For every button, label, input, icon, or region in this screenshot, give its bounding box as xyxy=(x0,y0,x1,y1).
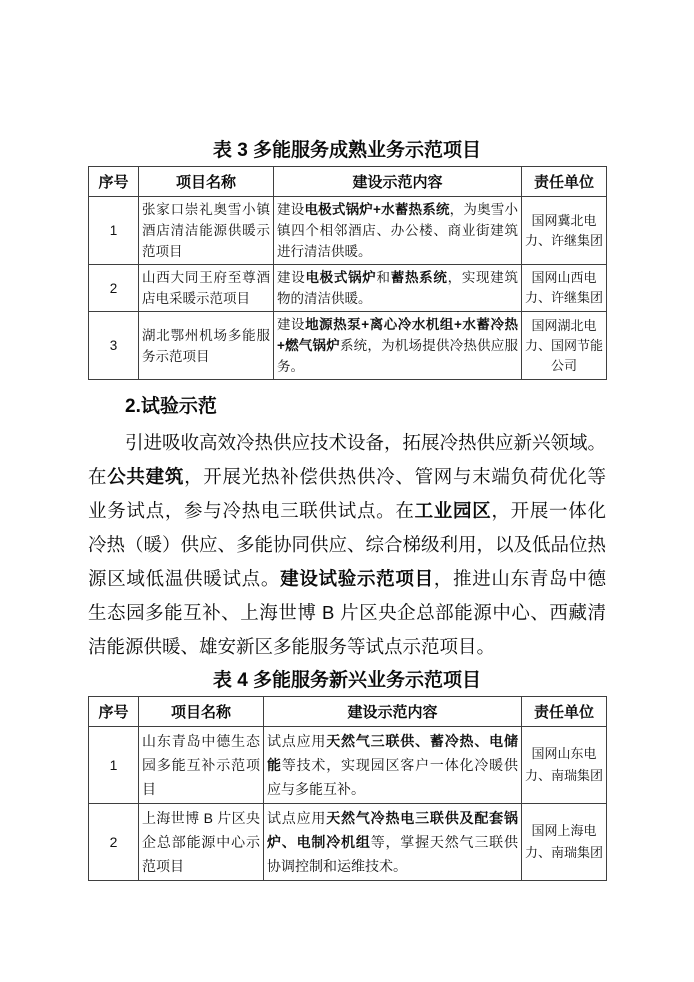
text-segment: 试点应用 xyxy=(267,810,327,826)
cell-row-number: 1 xyxy=(89,197,139,265)
bold-text-segment: 电极式锅炉 xyxy=(305,270,377,285)
cell-row-number: 2 xyxy=(89,804,139,881)
column-header: 项目名称 xyxy=(139,167,274,197)
column-header: 责任单位 xyxy=(522,697,607,727)
cell-project-name: 张家口崇礼奥雪小镇酒店清洁能源供暖示范项目 xyxy=(139,197,274,265)
text-segment: 等技术，实现园区客户一体化冷暖供应与多能互补。 xyxy=(267,757,518,797)
cell-demo-content xyxy=(274,265,522,312)
cell-project-name: 上海世博 B 片区央企总部能源中心示范项目 xyxy=(139,804,264,881)
section-heading: 2.试验示范 xyxy=(125,396,217,417)
table-row xyxy=(89,804,607,881)
bold-text-segment: 地源热泵+离心冷水机组+水蓄冷热+燃气锅炉 xyxy=(277,317,518,353)
cell-row-number: 1 xyxy=(89,727,139,804)
text-segment: 试点应用 xyxy=(267,733,327,749)
cell-responsible-unit: 国网冀北电力、许继集团 xyxy=(522,197,607,265)
table4-body xyxy=(89,727,607,881)
bold-text-segment: 工业园区 xyxy=(414,500,492,521)
text-segment: ，实现建筑物的清洁供暖。 xyxy=(277,270,518,306)
table4-header-row xyxy=(89,697,607,727)
cell-responsible-unit: 国网山东电力、南瑞集团 xyxy=(522,727,607,804)
text-segment: ，为奥雪小镇四个相邻酒店、办公楼、商业街建筑进行清洁供暖。 xyxy=(277,202,519,259)
bold-text-segment: 电极式锅炉+水蓄热系统 xyxy=(304,202,450,217)
text-segment: 等，掌握天然气三联供协调控制和运维技术。 xyxy=(267,834,518,874)
document-page xyxy=(88,138,606,881)
bold-text-segment: 公共建筑 xyxy=(107,466,185,487)
text-segment: ，推进山东青岛中德生态园多能互补、上海世博 B 片区央企总部能源中心、西藏清洁能源供暖、雄安新区多能服务等试点示范项目。 xyxy=(88,568,606,657)
cell-project-name: 山东青岛中德生态园多能互补示范项目 xyxy=(139,727,264,804)
text-segment: ，开展一体化冷热（暖）供应、多能协同供应、综合梯级利用，以及低品位热源区域低温供暖试点。 xyxy=(88,500,607,589)
text-segment: 建设 xyxy=(277,202,305,217)
text-segment: 建设 xyxy=(277,270,306,285)
table3-body xyxy=(89,197,607,380)
text-segment: 和 xyxy=(376,270,391,285)
table4-demo-projects-table xyxy=(88,696,607,881)
column-header: 建设示范内容 xyxy=(264,697,522,727)
table3-header-row xyxy=(89,167,607,197)
table3-demo-projects-table xyxy=(88,166,607,380)
cell-demo-content xyxy=(274,197,522,265)
table-row xyxy=(89,197,607,265)
cell-responsible-unit: 国网山西电力、许继集团 xyxy=(522,265,607,312)
cell-demo-content xyxy=(264,727,522,804)
cell-row-number: 2 xyxy=(89,265,139,312)
table4-block xyxy=(88,668,606,881)
column-header: 序号 xyxy=(89,697,139,727)
column-header: 建设示范内容 xyxy=(274,167,522,197)
cell-project-name: 湖北鄂州机场多能服务示范项目 xyxy=(139,312,274,380)
bold-text-segment: 天然气三联供、蓄冷热、电储能 xyxy=(267,733,518,773)
bold-text-segment: 建设试验示范项目 xyxy=(280,568,434,589)
text-segment: 引进吸收高效冷热供应技术设备，拓展冷热供应新兴领域。在 xyxy=(88,432,607,487)
text-segment: 建设 xyxy=(277,317,306,332)
column-header: 项目名称 xyxy=(139,697,264,727)
cell-project-name: 山西大同王府至尊酒店电采暖示范项目 xyxy=(139,265,274,312)
text-segment: 系统，为机场提供冷热供应服务。 xyxy=(277,338,519,374)
cell-row-number: 3 xyxy=(89,312,139,380)
cell-demo-content xyxy=(264,804,522,881)
body-paragraph xyxy=(88,426,606,664)
column-header: 序号 xyxy=(89,167,139,197)
table-row xyxy=(89,312,607,380)
table-row xyxy=(89,265,607,312)
cell-responsible-unit: 国网上海电力、南瑞集团 xyxy=(522,804,607,881)
cell-responsible-unit: 国网湖北电力、国网节能公司 xyxy=(522,312,607,380)
bold-text-segment: 天然气冷热电三联供及配套锅炉、电制冷机组 xyxy=(267,810,518,850)
table3-title: 表 3 多能服务成熟业务示范项目 xyxy=(212,140,482,161)
bold-text-segment: 蓄热系统 xyxy=(390,270,448,285)
table-row xyxy=(89,727,607,804)
column-header: 责任单位 xyxy=(522,167,607,197)
table4-title: 表 4 多能服务新兴业务示范项目 xyxy=(212,670,482,691)
cell-demo-content xyxy=(274,312,522,380)
text-segment: ，开展光热补偿供热供冷、管网与末端负荷优化等业务试点，参与冷热电三联供试点。在 xyxy=(88,466,606,521)
